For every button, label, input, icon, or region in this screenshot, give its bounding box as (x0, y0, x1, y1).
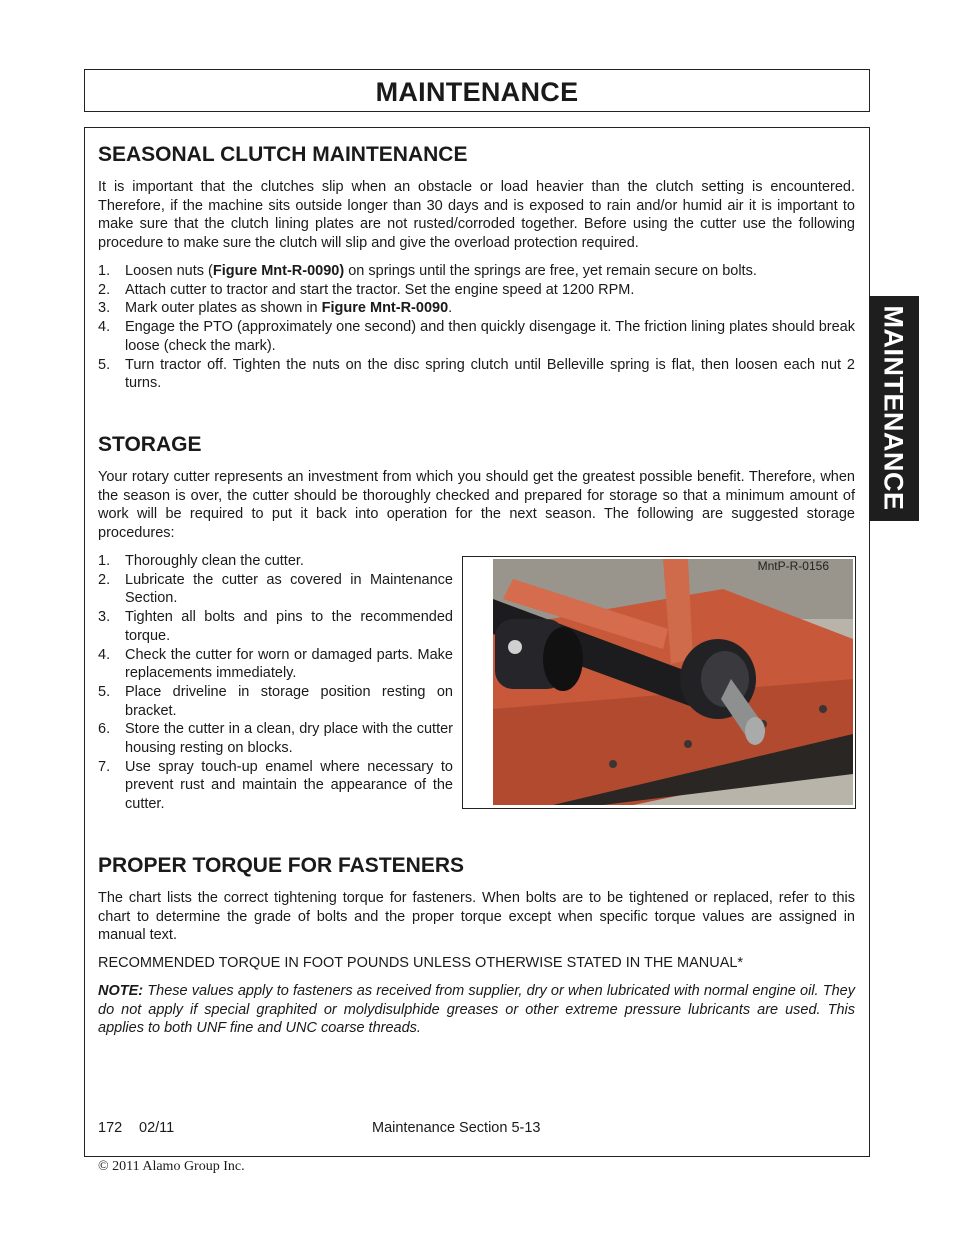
list-item: 2. Attach cutter to tractor and start the tractor. Set the engine speed at 1200 RPM. (98, 281, 635, 298)
note-label: NOTE: (98, 983, 144, 999)
section-side-tab (869, 296, 919, 521)
list-item: 4. Engage the PTO (approximately one second) and then quickly disengage it. The friction lining plates should break loose (check the mark). (98, 319, 855, 354)
list-item: 5. Turn tractor off. Tighten the nuts on the disc spring clutch until Belleville spring is flat, then loosen each nut 2 turns. (98, 356, 855, 392)
copyright: © 2011 Alamo Group Inc. (98, 1159, 245, 1174)
list-item: 6. Store the cutter in a clean, dry place with the cutter housing resting on blocks. (98, 721, 453, 757)
list-item: 2. Lubricate the cutter as covered in Maintenance Section. (98, 571, 453, 607)
torque-heading: PROPER TORQUE FOR FASTENERS (98, 854, 464, 877)
storage-heading: STORAGE (98, 433, 202, 456)
figure-reference: Figure Mnt-R-0090 (321, 300, 449, 317)
seasonal-steps (98, 262, 855, 393)
note-text: These values apply to fasteners as received from supplier, dry or when lubricated with normal engine oil. They do not apply if special graphited or molydisulphide greases or other extreme pressure lubricants are used. This applies to both UNF fine and UNC coarse threads. (98, 983, 855, 1037)
list-item: 3. Mark outer plates as shown in Figure Mnt-R-0090. (98, 300, 453, 317)
driveline-photo (493, 559, 853, 805)
section-reference: Maintenance Section 5-13 (372, 1120, 541, 1136)
figure-reference: Figure Mnt-R-0090) (212, 263, 345, 279)
page-header (84, 69, 870, 112)
seasonal-heading: SEASONAL CLUTCH MAINTENANCE (98, 143, 468, 166)
figure-caption: MntP-R-0156 (757, 559, 829, 573)
storage-steps (98, 552, 453, 814)
revision-date: 02/11 (139, 1120, 175, 1136)
list-item: 1. Thoroughly clean the cutter. (98, 553, 304, 569)
list-item: 7. Use spray touch-up enamel where necessary to prevent rust and maintain the appearance of the cutter. (98, 758, 453, 813)
list-item: 4. Check the cutter for worn or damaged parts. Make replacements immediately. (98, 646, 453, 682)
torque-note (98, 982, 855, 1038)
cutter-driveline-illustration (493, 559, 853, 805)
list-item: 5. Place driveline in storage position resting on bracket. (98, 683, 453, 719)
torque-recommended: RECOMMENDED TORQUE IN FOOT POUNDS UNLESS OTHERWISE STATED IN THE MANUAL* (98, 955, 744, 971)
side-tab-label: MAINTENANCE (878, 305, 909, 511)
seasonal-intro: It is important that the clutches slip when an obstacle or load heavier than the clutch setting is encountered. Therefore, if the machine sits outside longer than 30 days and is exposed to rain and/or humid air it is important to make sure that the clutch lining plates are not rusted/corroded together. Before using the cutter use the following procedure to make sure the clutch will slip and give the overload protection required. (98, 179, 855, 252)
storage-figure (462, 556, 856, 809)
torque-intro: The chart lists the correct tightening torque for fasteners. When bolts are to be tightened or replaced, refer to this chart to determine the grade of bolts and the proper torque except when specific torque values are assigned in manual text. (98, 890, 855, 944)
list-item: 3. Tighten all bolts and pins to the recommended torque. (98, 609, 453, 644)
list-item: 1. Loosen nuts (Figure Mnt-R-0090) on springs until the springs are free, yet remain secure on bolts. (98, 263, 757, 279)
storage-intro: Your rotary cutter represents an investment from which you should get the greatest possible benefit. Therefore, when the season is over, the cutter should be thoroughly checked and prepared for storage so that a minimum amount of work will be required to put it back into operation for the next season. The following are suggested storage procedures: (98, 469, 855, 542)
page-title: MAINTENANCE (375, 77, 579, 107)
page-number: 172 (98, 1120, 123, 1136)
